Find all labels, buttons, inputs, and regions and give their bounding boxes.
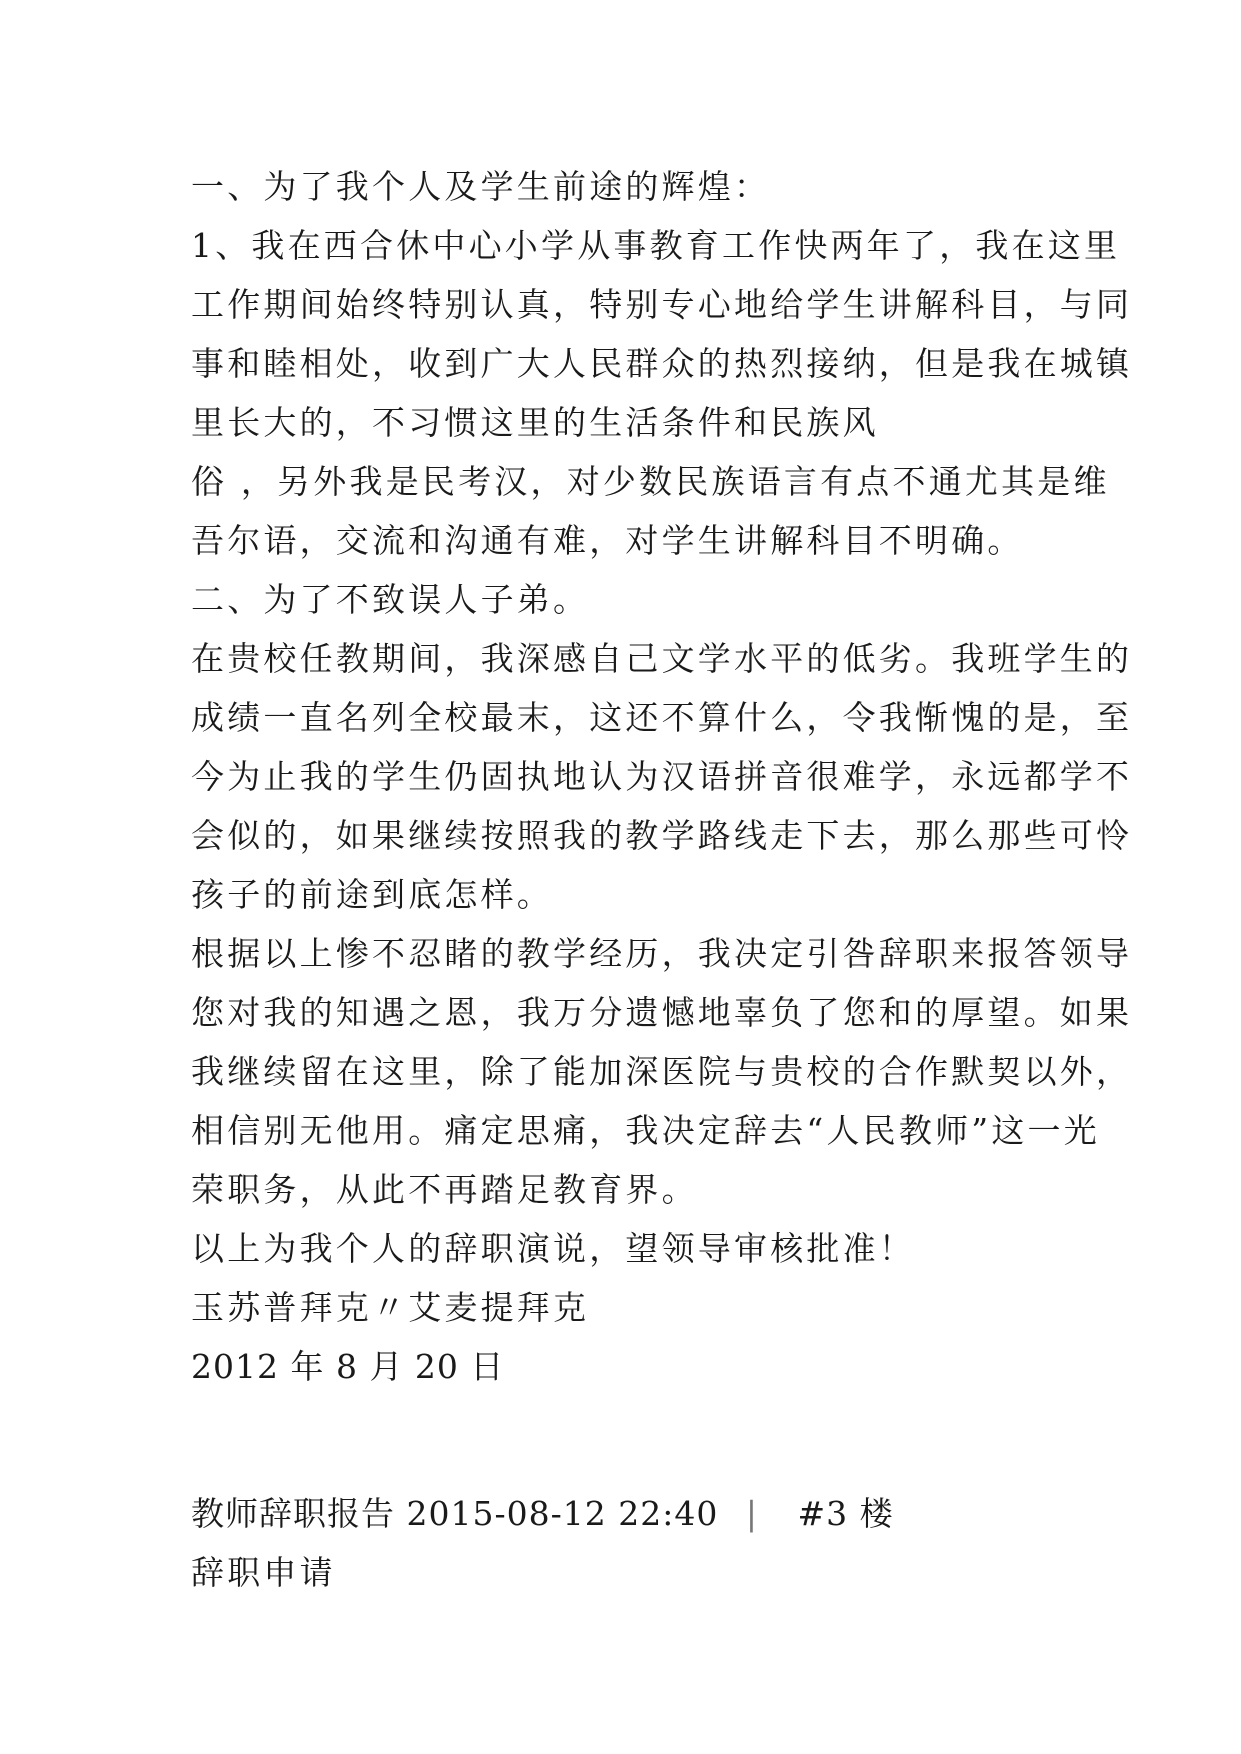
footer-separator: | [745, 1494, 758, 1533]
signature-date: 2012 年 8 月 20 日 [191, 1347, 505, 1386]
section-heading-2: 二、为了不致误人子弟。 [191, 580, 590, 619]
signature-name: 玉苏普拜克〃艾麦提拜克 [191, 1288, 590, 1327]
paragraph-line: 会似的，如果继续按照我的教学路线走下去，那么那些可怜 [191, 816, 1133, 855]
paragraph-line: 孩子的前途到底怎样。 [191, 875, 553, 914]
paragraph-line: 荣职务，从此不再踏足教育界。 [191, 1170, 698, 1209]
paragraph-line: 吾尔语，交流和沟通有难，对学生讲解科目不明确。 [191, 521, 1024, 560]
closing-request: 以上为我个人的辞职演说，望领导审核批准！ [191, 1229, 915, 1268]
document-body [191, 157, 1133, 1602]
paragraph-line: 您对我的知遇之恩，我万分遗憾地辜负了您和的厚望。如果 [191, 993, 1133, 1032]
post-title: 教师辞职报告 [191, 1494, 395, 1533]
paragraph-line: 根据以上惨不忍睹的教学经历，我决定引咎辞职来报答领导 [191, 934, 1133, 973]
paragraph-line: 1、我在西合休中心小学从事教育工作快两年了，我在这里 [191, 226, 1121, 265]
paragraph-line: 俗 ，另外我是民考汉，对少数民族语言有点不通尤其是维 [191, 462, 1110, 501]
spacer [191, 1396, 1071, 1484]
paragraph-line: 我继续留在这里，除了能加深医院与贵校的合作默契以外， [191, 1052, 1133, 1091]
post-footer [191, 1484, 1071, 1543]
post-timestamp: 2015-08-12 22:40 [406, 1494, 719, 1533]
paragraph-line: 今为止我的学生仍固执地认为汉语拼音很难学，永远都学不 [191, 757, 1133, 796]
floor-number: #3 楼 [797, 1494, 894, 1533]
paragraph-line: 在贵校任教期间，我深感自己文学水平的低劣。我班学生的 [191, 639, 1133, 678]
next-section-heading: 辞职申请 [191, 1553, 336, 1592]
paragraph-line: 事和睦相处，收到广大人民群众的热烈接纳，但是我在城镇 [191, 344, 1133, 383]
paragraph-line: 里长大的，不习惯这里的生活条件和民族风 [191, 403, 879, 442]
section-heading-1: 一、为了我个人及学生前途的辉煌： [191, 167, 771, 206]
paragraph-line: 成绩一直名列全校最末，这还不算什么，令我惭愧的是，至 [191, 698, 1133, 737]
paragraph-line: 工作期间始终特别认真，特别专心地给学生讲解科目，与同 [191, 285, 1133, 324]
paragraph-line: 相信别无他用。痛定思痛，我决定辞去“人民教师”这一光 [191, 1111, 1100, 1150]
